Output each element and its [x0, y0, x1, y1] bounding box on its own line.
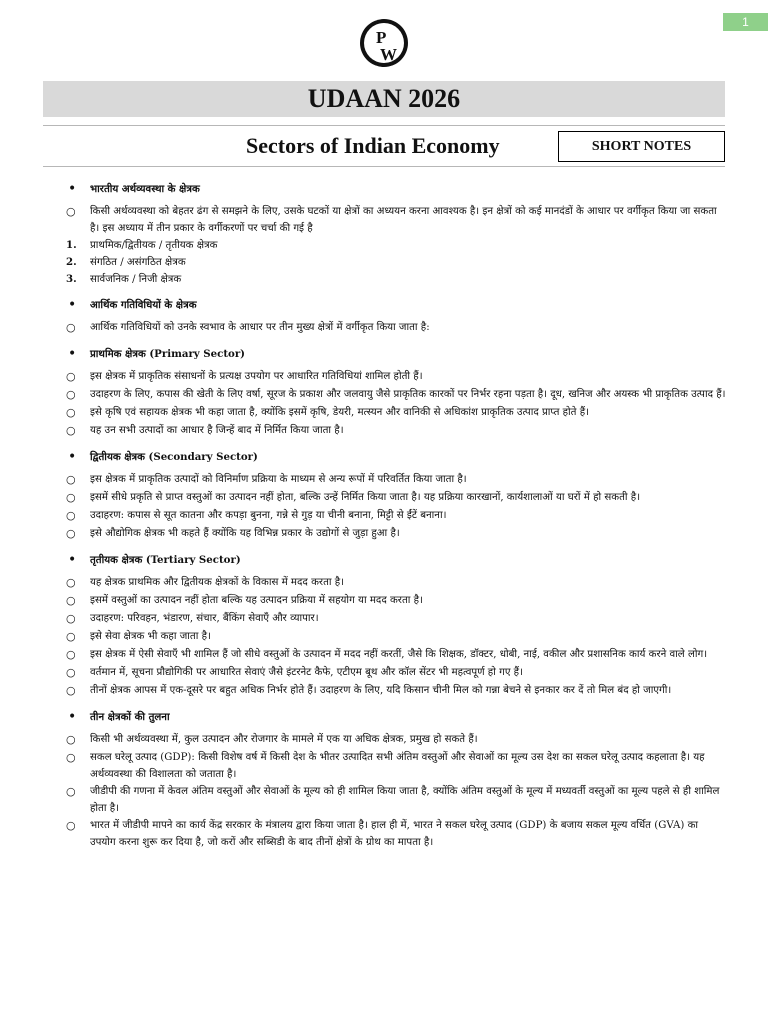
- logo-letter-p: P: [376, 28, 387, 47]
- list-item: ○ इस क्षेत्रक में प्राकृतिक संसाधनों के प्रत्यक्ष उपयोग पर आधारित गतिविधियां शामिल होती हैं।: [62, 368, 726, 386]
- notes-body: [62, 181, 726, 851]
- pw-logo: [359, 16, 409, 70]
- logo-letter-w: W: [380, 45, 397, 64]
- list-item: ○ यह क्षेत्रक प्राथमिक और द्वितीयक क्षेत्रकों के विकास में मदद करता है।: [62, 574, 726, 592]
- list-item: ○ इसे सेवा क्षेत्रक भी कहा जाता है।: [62, 628, 726, 646]
- list-item: 2. संगठित / असंगठित क्षेत्रक: [66, 256, 186, 268]
- list-item: 1. प्राथमिक/द्वितीयक / तृतीयक क्षेत्रक: [66, 239, 218, 251]
- list-item: ○ सकल घरेलू उत्पाद (GDP): किसी विशेष वर्ष में किसी देश के भीतर उत्पादित सभी अंतिम वस्तुओं और सेवाओं का मूल्य उस देश का सकल घरेलू उत्पाद कहलाता है। यह अर्थव्यवस्था की विशालता को जताता है।: [62, 749, 726, 783]
- list-item: ○ इस क्षेत्रक में प्राकृतिक उत्पादों को विनिर्माण प्रक्रिया के माध्यम से अन्य रूपों में परिवर्तित किया जाता है।: [62, 471, 726, 489]
- list-item: ○ इसे औद्योगिक क्षेत्रक भी कहते हैं क्योंकि यह विभिन्न प्रकार के उद्योगों से जुड़ा हुआ है।: [62, 525, 726, 543]
- list-item: ○ इसमें वस्तुओं का उत्पादन नहीं होता बल्कि यह उत्पादन प्रक्रिया में सहयोग या मदद करता है।: [62, 592, 726, 610]
- list-item: ○ आर्थिक गतिविधियों को उनके स्वभाव के आधार पर तीन मुख्य क्षेत्रों में वर्गीकृत किया जाता है:: [62, 319, 726, 337]
- list-item: ○ किसी अर्थव्यवस्था को बेहतर ढंग से समझने के लिए, उसके घटकों या क्षेत्रों का अध्ययन करना आवश्यक है। इन क्षेत्रों को कई मानदंडों के आधार पर वर्गीकृत किया जा सकता है। इस अध्याय में तीन प्रकार के वर्गीकरणों पर चर्चा की गई है: [62, 203, 726, 237]
- list-item: ○ उदाहरण के लिए, कपास की खेती के लिए वर्षा, सूरज के प्रकाश और जलवायु जैसे प्राकृतिक कारकों पर निर्भर रहना पड़ता है। दूध, खनिज और अयस्क भी प्राकृतिक उत्पाद हैं।: [62, 386, 726, 404]
- list-item: ○ इसे कृषि एवं सहायक क्षेत्रक भी कहा जाता है, क्योंकि इसमें कृषि, डेयरी, मत्स्यन और वानिकी से अधिकांश प्राकृतिक उत्पाद प्राप्त होते हैं।: [62, 404, 726, 422]
- short-notes-tag: SHORT NOTES: [558, 131, 725, 162]
- document-title: UDAAN 2026: [43, 81, 725, 117]
- list-item: ○ उदाहरण: कपास से सूत कातना और कपड़ा बुनना, गन्ने से गुड़ या चीनी बनाना, मिट्टी से ईंटें बनाना।: [62, 507, 726, 525]
- page-number: 1: [723, 13, 768, 31]
- divider-top: [43, 125, 725, 126]
- list-item: ○ भारत में जीडीपी मापने का कार्य केंद्र सरकार के मंत्रालय द्वारा किया जाता है। हाल ही में, भारत ने सकल घरेलू उत्पाद (GDP) के बजाय सकल मूल्य वर्धित (GVA) का उपयोग करना शुरू कर दिया है, जो करों और सब्सिडी के बाद तीनों क्षेत्रों के ग्रोथ का मापता है।: [62, 817, 726, 851]
- list-item: ○ यह उन सभी उत्पादों का आधार है जिन्हें बाद में निर्मित किया जाता है।: [62, 422, 726, 440]
- section-heading: • द्वितीयक क्षेत्रक (Secondary Sector): [62, 449, 726, 467]
- section-heading: • आर्थिक गतिविधियों के क्षेत्रक: [62, 297, 726, 315]
- divider-bottom: [43, 166, 725, 167]
- section-heading: • तृतीयक क्षेत्रक (Tertiary Sector): [62, 552, 726, 570]
- section-heading: • प्राथमिक क्षेत्रक (Primary Sector): [62, 346, 726, 364]
- list-item: ○ जीडीपी की गणना में केवल अंतिम वस्तुओं और सेवाओं के मूल्य को ही शामिल किया जाता है, क्योंकि अंतिम वस्तुओं के मूल्य में मध्यवर्ती वस्तुओं का मूल्य पहले से ही शामिल होता है।: [62, 783, 726, 817]
- section-heading: • तीन क्षेत्रकों की तुलना: [62, 709, 726, 727]
- list-item: ○ उदाहरण: परिवहन, भंडारण, संचार, बैंकिंग सेवाएँ और व्यापार।: [62, 610, 726, 628]
- list-item: 3. सार्वजनिक / निजी क्षेत्रक: [66, 273, 182, 285]
- section-heading: • भारतीय अर्थव्यवस्था के क्षेत्रक: [62, 181, 726, 199]
- document-subtitle: Sectors of Indian Economy: [246, 133, 500, 158]
- list-item: ○ इस क्षेत्रक में ऐसी सेवाएँ भी शामिल हैं जो सीधे वस्तुओं के उत्पादन में मदद नहीं करतीं, जैसे कि शिक्षक, डॉक्टर, धोबी, नाई, वकील और प्रशासनिक कार्य करने वाले लोग।: [62, 646, 726, 664]
- list-item: ○ इसमें सीधे प्रकृति से प्राप्त वस्तुओं का उत्पादन नहीं होता, बल्कि उन्हें निर्मित किया जाता है। यह प्रक्रिया कारखानों, कार्यशालाओं या घरों में हो सकती है।: [62, 489, 726, 507]
- list-item: ○ तीनों क्षेत्रक आपस में एक-दूसरे पर बहुत अधिक निर्भर होते हैं। उदाहरण के लिए, यदि किसान चीनी मिल को गन्ना बेचने से इनकार कर दें तो मिल बंद हो जाएगी।: [62, 682, 726, 700]
- list-item: ○ किसी भी अर्थव्यवस्था में, कुल उत्पादन और रोजगार के मामले में एक या अधिक क्षेत्रक, प्रमुख हो सकते हैं।: [62, 731, 726, 749]
- list-item: ○ वर्तमान में, सूचना प्रौद्योगिकी पर आधारित सेवाएं जैसे इंटरनेट कैफे, एटीएम बूथ और कॉल सेंटर भी महत्वपूर्ण हो गए हैं।: [62, 664, 726, 682]
